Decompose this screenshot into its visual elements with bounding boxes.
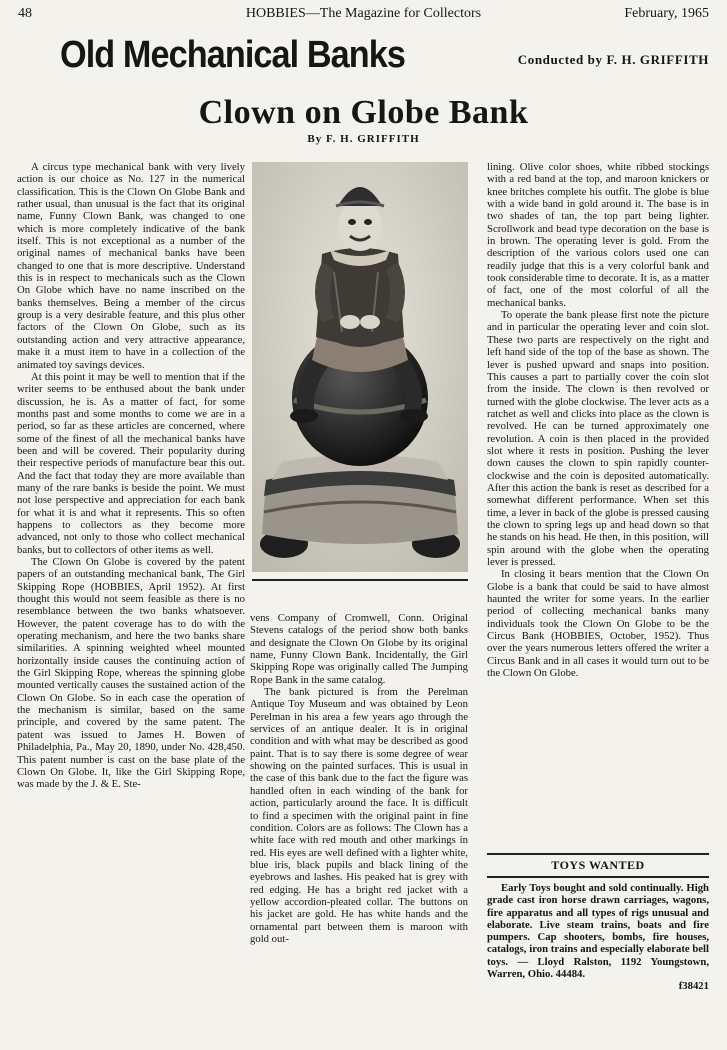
- department-conductor: Conducted by F. H. GRIFFITH: [517, 52, 709, 67]
- classified-ad-text: Early Toys bought and sold continually. High grade cast iron horse drawn carriages, wagons, fire apparatus and all types of rigs unusual and elaborate. Live steam trains, boats and fire pumpers. Cap shooters, bombs, fire houses, catalogs, iron trains and especially elaborate bell toys. — Lloyd Ralston, 1192 Youngstown, Warren, Ohio. 44484.: [487, 882, 709, 981]
- ad-rule-top: [487, 853, 709, 855]
- page-number: 48: [18, 6, 32, 21]
- paragraph: At this point it may be well to mention that if the writer seems to be enthused about the bank under discussion, he is. As a matter of fact, for some months past and some months to come we are in a period, so far as these articles are concerned, where some of the finest of all the mechanical banks have been and will be covered. Their popularity during their respective periods of manufacture bear this out. And the fact that today they are more available than many of the rare banks is beside the point. We must not lose perspective and appreciation for each bank for what it is and what it represents. This so often happens to collectors as they become more advanced, not only to those who collect mechanical banks, but to collectors of other items as well.: [17, 370, 245, 556]
- classified-ad-title: TOYS WANTED: [551, 858, 645, 872]
- clown-on-globe-bank-illustration: [252, 162, 468, 572]
- article-title: Clown on Globe Bank: [198, 94, 529, 131]
- article-column-1: [17, 161, 245, 1033]
- paragraph: vens Company of Cromwell, Conn. Original Stevens catalogs of the period show both banks and designate the Clown On Globe by its original name, Funny Clown Bank. Incidentally, the Girl Skipping Rope was originally called The Jumping Rope Bank in the same catalog.: [250, 612, 468, 686]
- paragraph: lining. Olive color shoes, white ribbed stockings with a red band at the top, and maroon knickers or knee britches complete his outfit. The globe is blue with a wide band in gold around it. The base is in two shades of tan, the top part being lighter. Scrollwork and bead type decoration on the base is in brown. The operating lever is gold. From the description of the various colors used one can readily judge that this is a very colorful bank and took considerable time to decorate. It is, as a matter of fact, one of the most colorful of all the mechanical banks.: [487, 161, 709, 309]
- paragraph: In closing it bears mention that the Clown On Globe is a bank that could be said to have almost haunted the writer for some years. In the earlier period of collecting mechanical banks many individuals took the Clown On Globe to be the Circus Bank (HOBBIES, October, 1952). Thus over the years numerous letters offered the writer a Circus Bank and in all cases it would turn out to be the Clown On Globe.: [487, 568, 709, 680]
- photo-divider: [252, 579, 468, 581]
- paragraph: The bank pictured is from the Perelman Antique Toy Museum and was obtained by Leon Perelman in his area a few years ago through the services of an antique dealer. It is in original condition and with what may be described as good paint. That is to say there is some degree of wear showing on the painted surfaces. This is usual in the case of this bank due to the fact the figure was handled often in each winding of the bank for action, particularly around the face. It is difficult to find a specimen with the original paint in fine condition. Colors are as follows: The Clown has a white face with red mouth and other markings in red. His eyes are well defined with a lighter white, blue iris, black pupils and black lining of the eyebrows and lashes. His peaked hat is grey with red edging. He has a bright red jacket with a yellow accordion-pleated collar. The buttons on his jacket are gold. He has white hands and the ornamental part between them is maroon with gold out-: [250, 686, 468, 945]
- bank-photo: [252, 162, 468, 572]
- paragraph: The Clown On Globe is covered by the patent papers of an outstanding mechanical bank, The Girl Skipping Rope (HOBBIES, April 1952). At first thought this would not seem feasible as there is no resemblance between the two banks whatsoever. However, the patent coverage has to do with the operating mechanism, and here the two banks share similarities. A spinning weighted wheel mounted horizontally inside causes the continuing action of the Girl Skipping Rope, whereas the spinning globe mounted vertically causes the sustained action of the Clown On Globe. So in each case the operation of the mechanism is similar, based on the same principle, and covered by the same patent. The patent was issued to James H. Bowen of Philadelphia, Pa., May 20, 1890, under No. 428,450. This patent number is cast on the base plate of the Clown On Globe. It, like the Girl Skipping Rope, was made by the J. & E. Ste-: [17, 556, 245, 791]
- paragraph: To operate the bank please first note the picture and in particular the operating lever and coin slot. These two parts are respectively on the right and left hand side of the top of the base as shown. The lever is pushed upward and snaps into position. This causes a part to partially cover the coin slot from the inside. The clown is then revolved or turned with the globe clockwise. The lever acts as a ratchet as well and clicks into place as the clown is revolved. He can be turned approximately one revolution. A coin is then placed in the provided slot where it rests in position. Pushing the lever down causes the clown to spin rapidly counter-clockwise and the coin is deposited automatically. After this action the bank is reset as described for a somewhat different performance. When set this time, a lever in back of the globe is pressed causing the clown to spring legs up and head down so that he stands on his head. He then, in this position, will spin around with the globe when the operating lever is pressed.: [487, 309, 709, 568]
- article-byline: By F. H. GRIFFITH: [307, 133, 420, 145]
- classified-ad-code: f38421: [678, 980, 709, 993]
- article-column-2: [250, 612, 468, 1033]
- paragraph: A circus type mechanical bank with very lively action is our choice as No. 127 in the numerical classification. This is the Clown On Globe Bank and rather usual, than unusual is the fact that its original name, Funny Clown Bank, was changed to one which is more completely indicative of the bank itself. This is not exceptional as a number of the original names of mechanical banks have been changed to one that is more descriptive. Understand this is in respect to mechanicals such as the Clown On Globe which have no name inscribed on the banks themselves. Being a member of the circus group is a very desirable feature, and this plus other factors of the Clown On Globe, such as its outstanding action and very attractive appearance, make it a must item to have in a collection of the animated toy savings devices.: [17, 161, 245, 371]
- ad-rule-bottom: [487, 876, 709, 878]
- issue-date: February, 1965: [624, 6, 709, 21]
- classified-ad: [487, 882, 709, 1032]
- department-title: Old Mechanical Banks: [60, 34, 406, 76]
- magazine-name: HOBBIES—The Magazine for Collectors: [245, 6, 482, 21]
- article-column-3: [487, 161, 709, 846]
- running-header: [18, 6, 709, 24]
